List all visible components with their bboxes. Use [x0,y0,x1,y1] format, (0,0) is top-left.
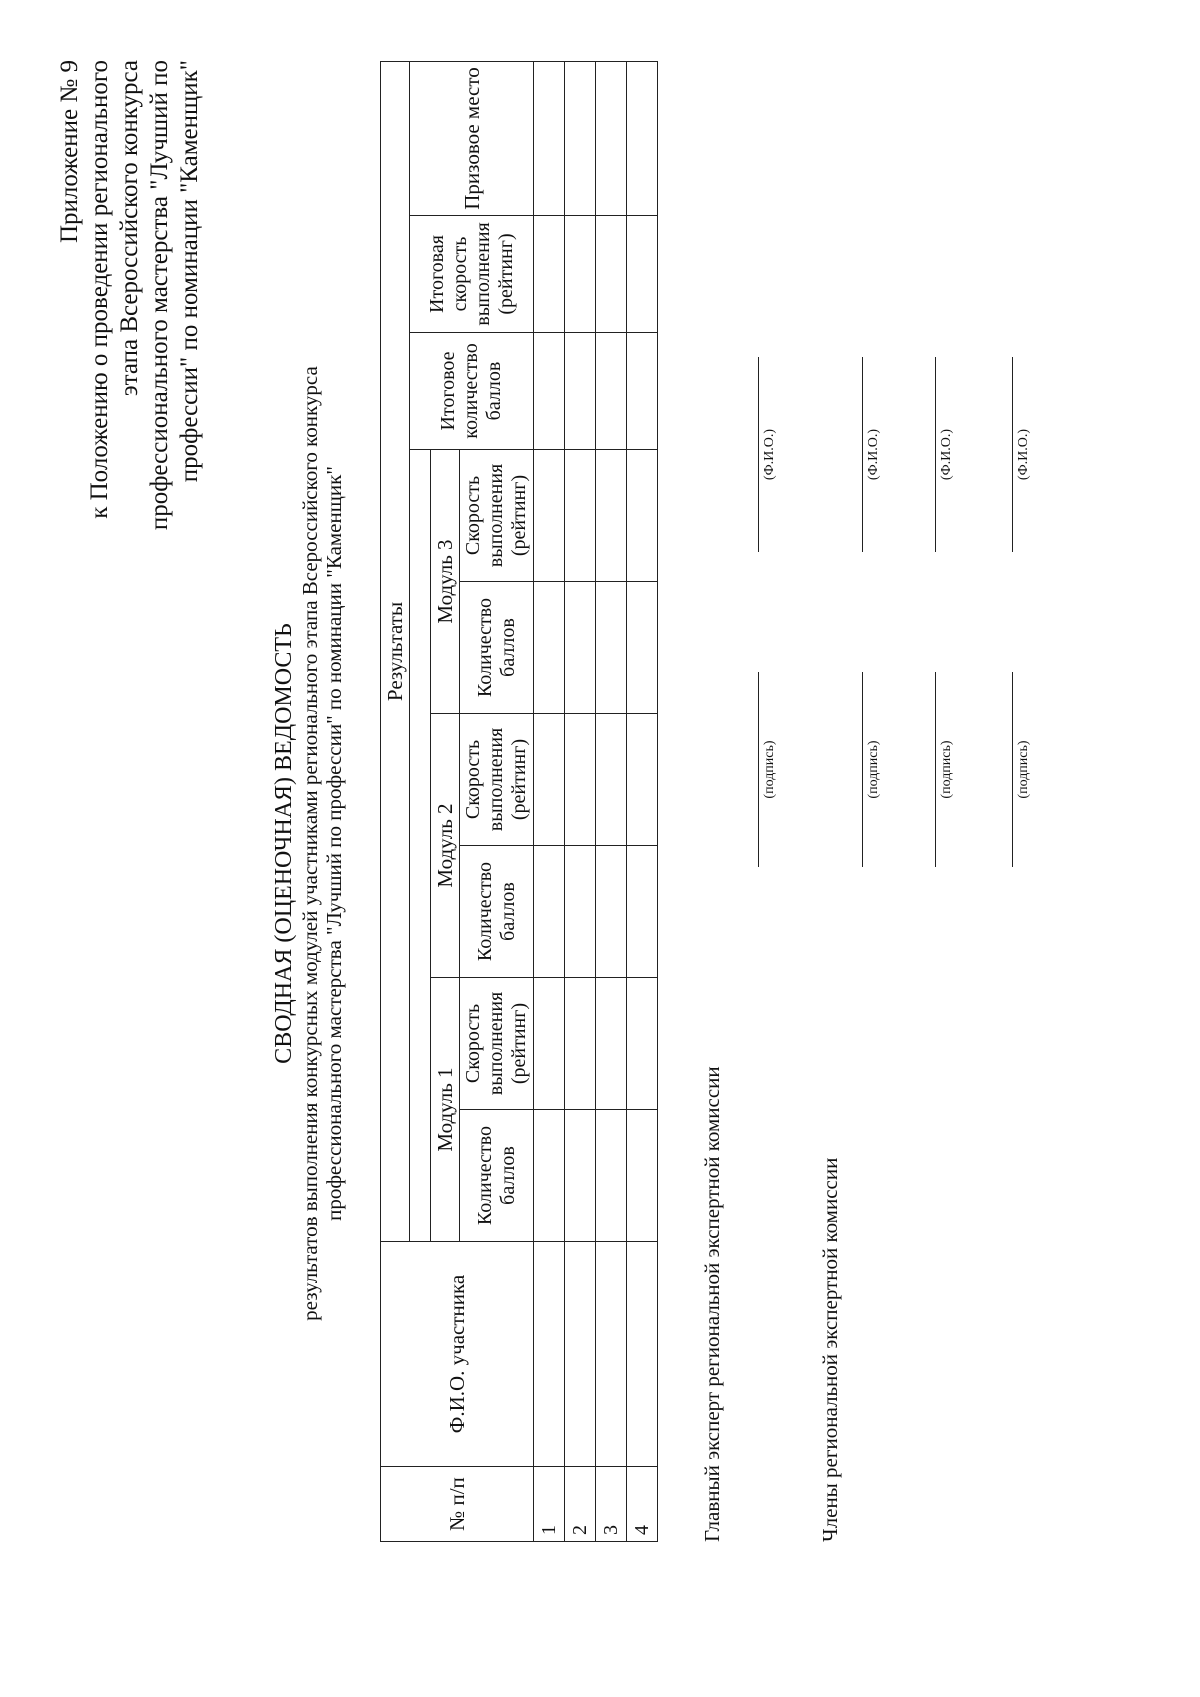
table-cell[interactable] [534,61,565,215]
row-number: 1 [534,1467,565,1542]
table-cell[interactable] [565,1110,596,1242]
table-cell[interactable] [627,333,658,450]
member-name-line[interactable] [862,357,863,552]
table-cell[interactable] [534,846,565,978]
document-title: СВОДНАЯ (ОЦЕНОЧНАЯ) ВЕДОМОСТЬ [271,623,297,1064]
table-cell[interactable] [534,216,565,333]
table-row [627,61,658,1541]
appendix-line: профессии" по номинации "Каменщик" [176,60,203,483]
member-name-line[interactable] [935,357,936,552]
document-subtitle: результатов выполнения конкурсных модулей участниками регионального этапа Всероссийского конкурса [298,366,322,1321]
member-sign-line[interactable] [862,672,863,867]
document-subtitle: профессионального мастерства "Лучший по профессии" по номинации "Каменщик" [322,466,346,1221]
header-module-1: Модуль 1 [431,978,460,1242]
sign-caption: (подпись) [939,740,954,799]
appendix-line: к Положению о проведении регионального [86,60,113,519]
sign-caption: (подпись) [762,740,777,799]
table-cell[interactable] [534,714,565,846]
table-cell[interactable] [596,582,627,714]
table-cell[interactable] [627,846,658,978]
appendix-line: Приложение № 9 [56,60,83,244]
appendix-line: этапа Всероссийского конкурса [116,60,143,397]
header-total-speed: Итоговая скорость выполнения (рейтинг) [410,216,534,333]
table-cell[interactable] [534,582,565,714]
table-cell[interactable] [534,450,565,582]
table-cell[interactable] [565,61,596,215]
member-name-line[interactable] [1012,357,1013,552]
appendix-line: профессионального мастерства "Лучший по [146,60,173,531]
table-cell[interactable] [565,714,596,846]
sign-caption: (подпись) [866,740,881,799]
header-num: № п/п [381,1467,534,1542]
table-cell[interactable] [596,1242,627,1467]
table-cell[interactable] [565,846,596,978]
member-sign-line[interactable] [935,672,936,867]
name-caption: (Ф.И.О.) [939,428,954,481]
table-cell[interactable] [627,714,658,846]
name-caption: (Ф.И.О.) [762,428,777,481]
table-cell[interactable] [534,978,565,1110]
header-module-3-speed: Скорость выполнения (рейтинг) [460,450,534,582]
table-cell[interactable] [627,1110,658,1242]
sign-caption: (подпись) [1016,740,1031,799]
title-block [270,160,346,1527]
header-module-1-speed: Скорость выполнения (рейтинг) [460,978,534,1110]
chief-name-line[interactable] [758,357,759,552]
table-cell[interactable] [596,450,627,582]
header-total-score: Итоговое количество баллов [410,333,534,450]
header-blank [410,450,431,1242]
row-number: 2 [565,1467,596,1542]
table-cell[interactable] [627,216,658,333]
table-cell[interactable] [565,450,596,582]
appendix-header [55,60,205,530]
table-cell[interactable] [596,333,627,450]
header-fio: Ф.И.О. участника [381,1242,534,1467]
header-module-2: Модуль 2 [431,714,460,978]
chief-expert-label: Главный эксперт региональной экспертной комиссии [700,1066,724,1542]
table-cell[interactable] [596,846,627,978]
header-results: Результаты [381,61,410,1241]
table-cell[interactable] [596,978,627,1110]
table-cell[interactable] [596,714,627,846]
table-cell[interactable] [565,333,596,450]
table-cell[interactable] [534,333,565,450]
table-cell[interactable] [596,1110,627,1242]
members-label: Члены региональной экспертной комиссии [818,1157,842,1542]
row-number: 4 [627,1467,658,1542]
table-cell[interactable] [565,1242,596,1467]
header-module-2-score: Количество баллов [460,846,534,978]
header-place: Призовое место [410,61,534,215]
table-cell[interactable] [627,450,658,582]
chief-sign-line[interactable] [758,672,759,867]
table-row [565,61,596,1541]
header-module-3-score: Количество баллов [460,582,534,714]
table-cell[interactable] [627,582,658,714]
table-row [534,61,565,1541]
table-cell[interactable] [627,978,658,1110]
row-number: 3 [596,1467,627,1542]
table-cell[interactable] [627,1242,658,1467]
table-cell[interactable] [565,582,596,714]
table-cell[interactable] [565,978,596,1110]
table-cell[interactable] [596,216,627,333]
member-sign-line[interactable] [1012,672,1013,867]
table-cell[interactable] [596,61,627,215]
table-cell[interactable] [565,216,596,333]
evaluation-table [380,61,658,1542]
table-cell[interactable] [534,1110,565,1242]
header-module-2-speed: Скорость выполнения (рейтинг) [460,714,534,846]
table-row [596,61,627,1541]
header-module-1-score: Количество баллов [460,1110,534,1242]
name-caption: (Ф.И.О.) [866,428,881,481]
name-caption: (Ф.И.О.) [1016,428,1031,481]
table-cell[interactable] [534,1242,565,1467]
table-cell[interactable] [627,61,658,215]
header-module-3: Модуль 3 [431,450,460,714]
